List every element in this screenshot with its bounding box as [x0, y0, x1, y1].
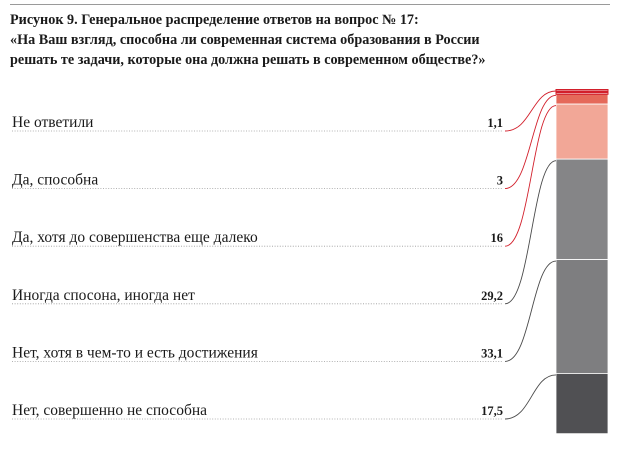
value-label-3: 16	[490, 231, 503, 246]
connector-line-2	[505, 95, 556, 188]
chart-subtitle-line-1: «На Ваш взгляд, способна ли современная система образования в России	[10, 32, 480, 48]
value-label-5: 33,1	[481, 346, 503, 361]
connector-line-5	[505, 261, 556, 361]
chart-title: Рисунок 9. Генеральное распределение ответов на вопрос № 17:	[10, 12, 419, 28]
bar-segment-6	[556, 373, 608, 433]
connector-line-3	[505, 106, 556, 247]
connector-line-6	[505, 375, 556, 419]
bar-segment-2	[556, 94, 608, 104]
bar-segment-5	[556, 260, 608, 374]
category-label-4: Иногда спосона, иногда нет	[12, 286, 195, 304]
value-label-1: 1,1	[487, 116, 503, 130]
category-label-6: Нет, совершенно не способна	[12, 402, 207, 419]
value-label-2: 3	[496, 173, 503, 188]
chart-subtitle-line-2: решать те задачи, которые она должна решать в современном обществе?»	[10, 52, 486, 68]
bar-segment-1	[556, 90, 608, 94]
bar-segment-3	[556, 104, 608, 159]
category-label-1: Не ответили	[12, 114, 94, 131]
value-label-6: 17,5	[481, 404, 503, 418]
category-label-3: Да, хотя до совершенства еще далеко	[12, 229, 258, 247]
category-label-5: Нет, хотя в чем-то и есть достижения	[12, 344, 258, 362]
value-label-4: 29,2	[481, 288, 503, 303]
bar-segment-4	[556, 159, 608, 259]
category-label-2: Да, способна	[12, 171, 99, 189]
